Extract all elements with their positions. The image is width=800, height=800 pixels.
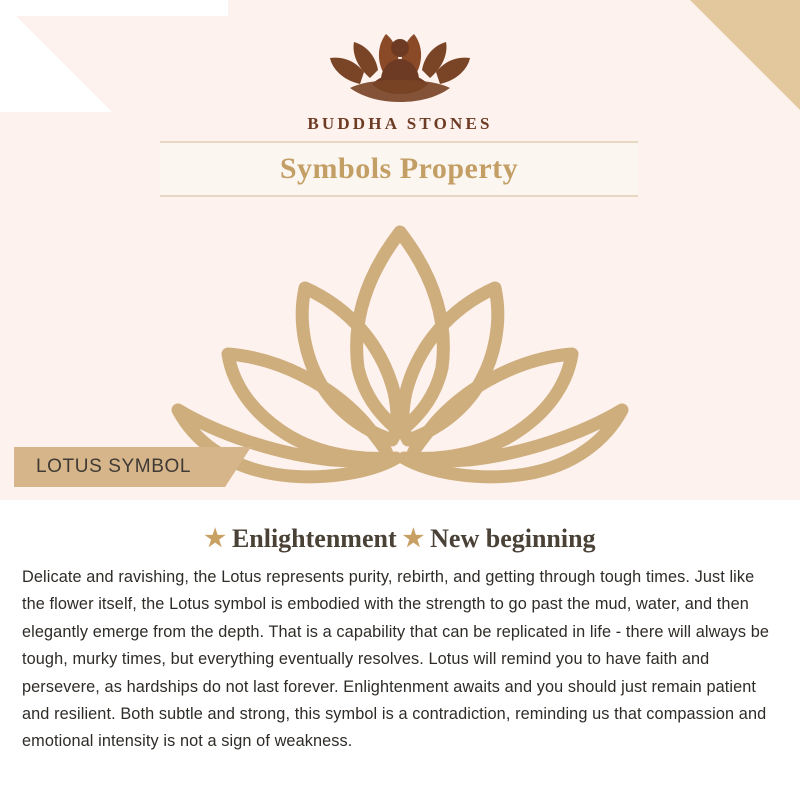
brand-name: BUDDHA STONES [307, 114, 493, 133]
ribbon-label: LOTUS SYMBOL [36, 456, 192, 477]
brand-logo-block [0, 22, 800, 134]
star-icon-middle: ★ [402, 526, 425, 552]
lotus-meditation-figure-logo-icon [300, 22, 500, 112]
ribbon-tail-decor [225, 447, 251, 487]
title-banner [160, 141, 638, 197]
ribbon-body [14, 447, 225, 487]
headline-word-new-beginning: New beginning [430, 524, 596, 553]
page-title: Symbols Property [279, 152, 519, 185]
star-icon-left: ★ [204, 526, 226, 552]
headline [22, 524, 778, 554]
description-paragraph: Delicate and ravishing, the Lotus represents purity, rebirth, and getting through tough times. Just like the flower itself, the Lotus symbol is embodied with the strength to go past the mud, water, and then elegantly emerge from the depth. That is a capability that can be replicated in life - there will always be tough, murky times, but everything eventually resolves. Lotus will remind you to have faith and persevere, as hardships do not last forever. Enlightenment awaits and you should just remain patient and resilient. Both subtle and strong, this symbol is a contradiction, reminding us that compassion and emotional intensity is not a sign of weakness. [22, 568, 770, 751]
lotus-symbol-ribbon [14, 447, 225, 487]
headline-word-enlightenment: Enlightenment [231, 524, 397, 553]
description-panel [0, 500, 800, 800]
